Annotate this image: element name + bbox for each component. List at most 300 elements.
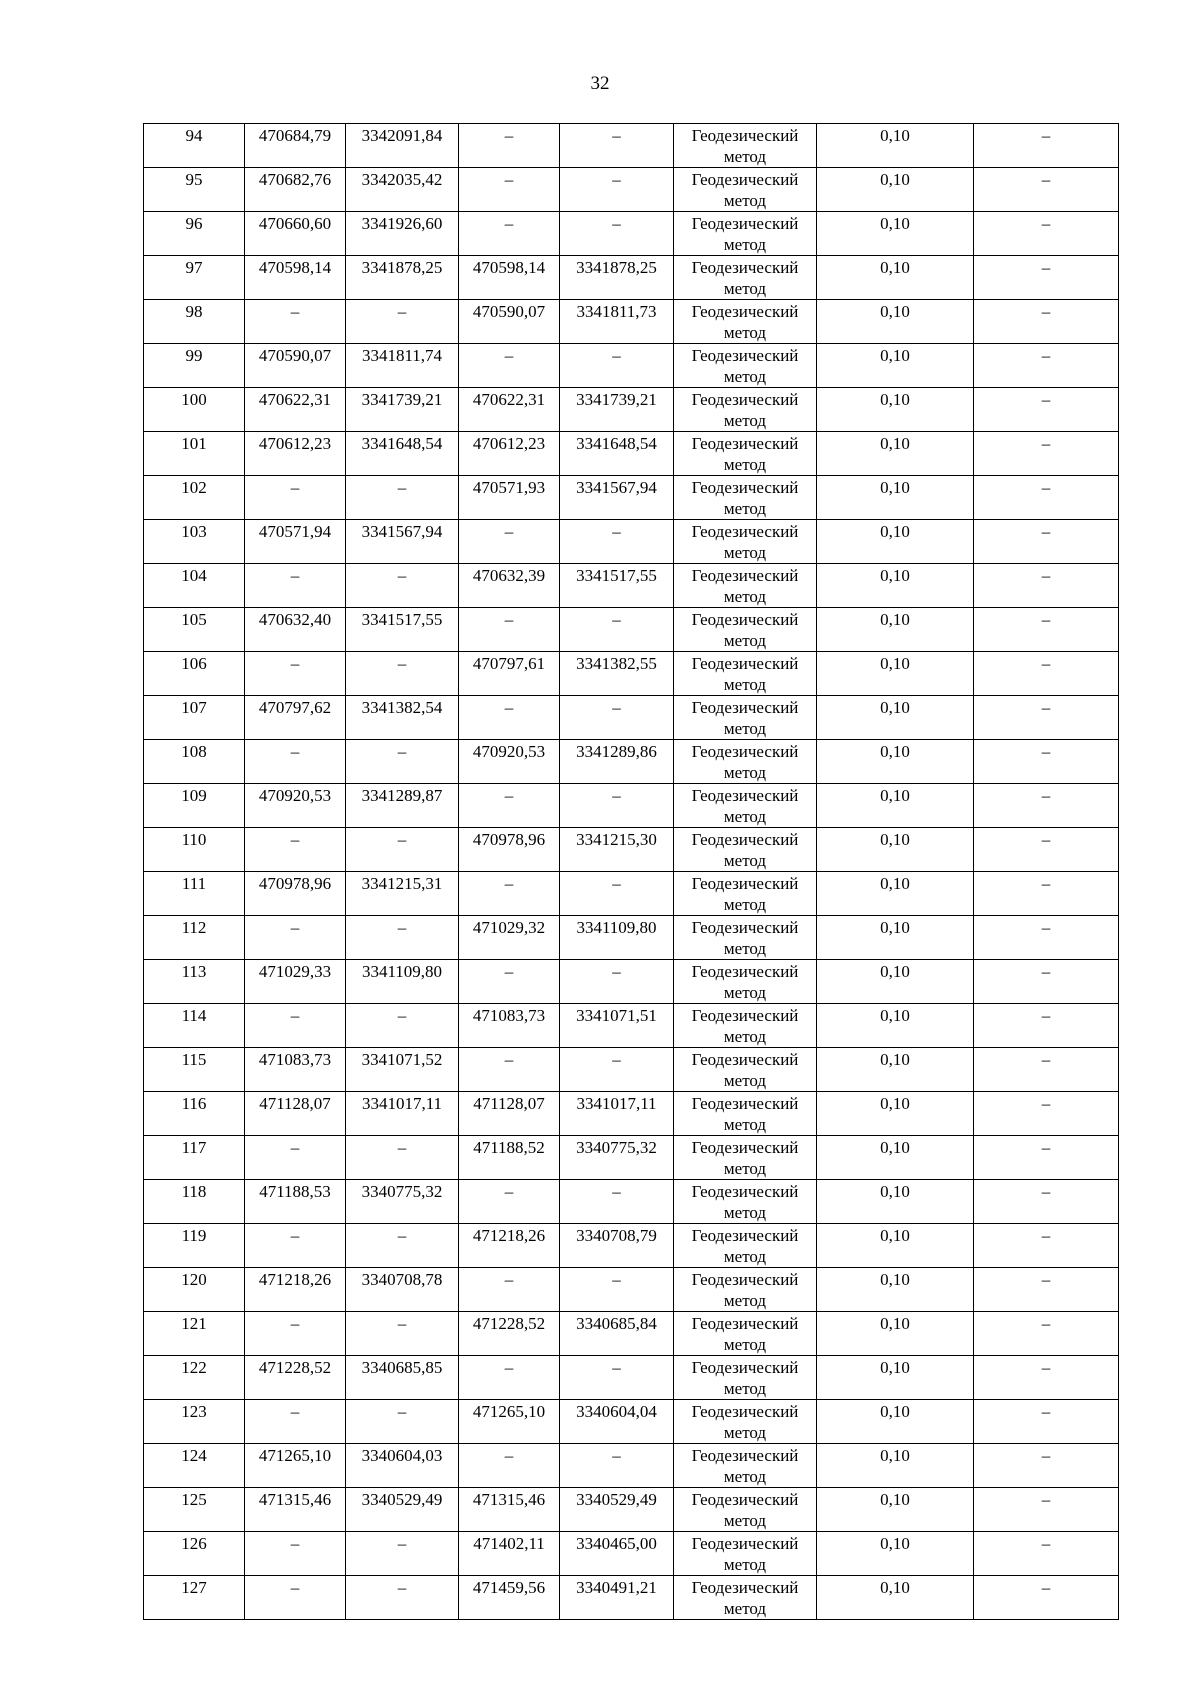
existing-y-value: 3341811,74 [361, 346, 443, 365]
existing-x-value: 471265,10 [258, 1446, 332, 1465]
refined-x-cell [459, 1268, 560, 1312]
point-number-value: 94 [185, 126, 203, 145]
accuracy-cell [817, 696, 974, 740]
point-number-value: 120 [181, 1270, 207, 1289]
point-number-cell [144, 1312, 245, 1356]
note-cell [974, 1576, 1119, 1620]
existing-x-cell [245, 696, 346, 740]
method-cell [674, 1532, 817, 1576]
accuracy-value: 0,10 [880, 1534, 910, 1553]
existing-x-value: 470598,14 [258, 258, 332, 277]
method-line-2: метод [723, 1071, 767, 1090]
accuracy-value: 0,10 [880, 434, 910, 453]
method-line-1: Геодезический [691, 874, 799, 893]
method-line-2: метод [723, 455, 767, 474]
note-cell [974, 300, 1119, 344]
refined-x-cell [459, 168, 560, 212]
refined-x-value: 471265,10 [472, 1402, 546, 1421]
accuracy-value: 0,10 [880, 170, 910, 189]
point-number-value: 119 [181, 1226, 207, 1245]
table-row [144, 388, 1119, 432]
refined-x-value: 470632,39 [472, 566, 546, 585]
accuracy-cell [817, 1576, 974, 1620]
existing-y-cell [346, 432, 459, 476]
existing-x-value: – [290, 654, 300, 673]
accuracy-cell [817, 300, 974, 344]
accuracy-cell [817, 1092, 974, 1136]
existing-x-cell [245, 476, 346, 520]
method-line-2: метод [723, 1511, 767, 1530]
note-value: – [1041, 1402, 1051, 1421]
accuracy-value: 0,10 [880, 874, 910, 893]
refined-x-value: 470978,96 [472, 830, 546, 849]
accuracy-cell [817, 1004, 974, 1048]
method-line-1: Геодезический [691, 390, 799, 409]
point-number-cell [144, 256, 245, 300]
note-cell [974, 608, 1119, 652]
existing-x-value: – [290, 566, 300, 585]
table-row [144, 1400, 1119, 1444]
accuracy-cell [817, 564, 974, 608]
refined-y-cell [560, 696, 674, 740]
method-line-1: Геодезический [691, 1314, 799, 1333]
existing-y-cell [346, 784, 459, 828]
table-row [144, 432, 1119, 476]
note-cell [974, 212, 1119, 256]
accuracy-cell [817, 1224, 974, 1268]
accuracy-value: 0,10 [880, 1006, 910, 1025]
point-number-value: 107 [181, 698, 207, 717]
table-row [144, 1356, 1119, 1400]
existing-y-value: 3340604,03 [361, 1446, 443, 1465]
refined-y-value: 3341567,94 [576, 478, 657, 497]
refined-y-cell [560, 784, 674, 828]
table-row [144, 1268, 1119, 1312]
existing-y-cell [346, 1004, 459, 1048]
method-line-2: метод [723, 1115, 767, 1134]
existing-y-value: – [397, 478, 407, 497]
refined-x-cell [459, 344, 560, 388]
point-number-value: 108 [181, 742, 207, 761]
existing-y-cell [346, 212, 459, 256]
note-cell [974, 124, 1119, 168]
note-value: – [1041, 214, 1051, 233]
table-row [144, 1048, 1119, 1092]
method-line-2: метод [723, 323, 767, 342]
method-line-1: Геодезический [691, 918, 799, 937]
note-value: – [1041, 1138, 1051, 1157]
existing-x-cell [245, 212, 346, 256]
note-value: – [1041, 566, 1051, 585]
existing-x-cell [245, 124, 346, 168]
refined-y-cell [560, 476, 674, 520]
refined-x-cell [459, 1180, 560, 1224]
existing-x-value: – [290, 1226, 300, 1245]
existing-y-value: 3340685,85 [361, 1358, 443, 1377]
accuracy-cell [817, 1532, 974, 1576]
refined-x-value: 471029,32 [472, 918, 546, 937]
note-cell [974, 1488, 1119, 1532]
point-number-cell [144, 124, 245, 168]
refined-y-cell [560, 1224, 674, 1268]
existing-x-value: 470660,60 [258, 214, 332, 233]
method-line-1: Геодезический [691, 434, 799, 453]
accuracy-value: 0,10 [880, 1446, 910, 1465]
method-line-1: Геодезический [691, 1182, 799, 1201]
point-number-value: 123 [181, 1402, 207, 1421]
note-cell [974, 476, 1119, 520]
refined-x-cell [459, 520, 560, 564]
refined-y-value: – [612, 1050, 621, 1069]
method-cell [674, 212, 817, 256]
refined-y-cell [560, 344, 674, 388]
method-line-2: метод [723, 587, 767, 606]
point-number-cell [144, 740, 245, 784]
existing-x-value: – [290, 1578, 300, 1597]
method-cell [674, 1312, 817, 1356]
refined-y-value: 3340465,00 [576, 1534, 657, 1553]
method-line-1: Геодезический [691, 1094, 799, 1113]
existing-y-value: – [397, 1534, 407, 1553]
existing-x-cell [245, 1356, 346, 1400]
existing-y-value: 3342035,42 [361, 170, 443, 189]
note-cell [974, 1532, 1119, 1576]
accuracy-cell [817, 168, 974, 212]
table-row [144, 696, 1119, 740]
existing-x-value: 470590,07 [258, 346, 332, 365]
refined-y-value: – [612, 786, 621, 805]
method-line-1: Геодезический [691, 1402, 799, 1421]
refined-x-cell [459, 1400, 560, 1444]
existing-y-value: 3341109,80 [361, 962, 443, 981]
refined-x-value: – [504, 1050, 514, 1069]
existing-y-cell [346, 1092, 459, 1136]
existing-x-cell [245, 740, 346, 784]
existing-x-value: – [290, 1402, 300, 1421]
method-cell [674, 1004, 817, 1048]
point-number-value: 96 [185, 214, 203, 233]
point-number-cell [144, 1532, 245, 1576]
note-cell [974, 520, 1119, 564]
table-row [144, 1180, 1119, 1224]
refined-x-value: – [504, 698, 514, 717]
refined-y-cell [560, 828, 674, 872]
accuracy-cell [817, 476, 974, 520]
table-row [144, 1092, 1119, 1136]
point-number-cell [144, 1444, 245, 1488]
point-number-cell [144, 1092, 245, 1136]
refined-x-cell [459, 564, 560, 608]
note-cell [974, 1004, 1119, 1048]
refined-y-value: 3341878,25 [576, 258, 657, 277]
refined-y-value: 3341215,30 [576, 830, 657, 849]
refined-x-cell [459, 1356, 560, 1400]
existing-y-cell [346, 1180, 459, 1224]
accuracy-value: 0,10 [880, 1490, 910, 1509]
note-value: – [1041, 1358, 1051, 1377]
existing-x-cell [245, 1576, 346, 1620]
method-line-2: метод [723, 719, 767, 738]
existing-y-cell [346, 256, 459, 300]
existing-x-value: 471029,33 [258, 962, 332, 981]
accuracy-value: 0,10 [880, 962, 910, 981]
point-number-cell [144, 1576, 245, 1620]
refined-y-value: 3341739,21 [576, 390, 657, 409]
existing-y-value: – [397, 830, 407, 849]
method-line-2: метод [723, 807, 767, 826]
existing-y-value: – [397, 1226, 407, 1245]
note-value: – [1041, 918, 1051, 937]
existing-y-cell [346, 564, 459, 608]
existing-x-cell [245, 564, 346, 608]
method-cell [674, 1180, 817, 1224]
refined-x-cell [459, 1532, 560, 1576]
accuracy-value: 0,10 [880, 1226, 910, 1245]
existing-y-cell [346, 916, 459, 960]
point-number-value: 126 [181, 1534, 207, 1553]
point-number-cell [144, 1136, 245, 1180]
refined-x-value: – [504, 214, 514, 233]
existing-x-cell [245, 1312, 346, 1356]
existing-y-cell [346, 1532, 459, 1576]
refined-x-cell [459, 1224, 560, 1268]
note-value: – [1041, 786, 1051, 805]
existing-x-value: 470571,94 [258, 522, 332, 541]
refined-y-value: – [612, 874, 621, 893]
existing-y-cell [346, 1136, 459, 1180]
method-line-2: метод [723, 851, 767, 870]
method-line-1: Геодезический [691, 302, 799, 321]
refined-y-cell [560, 1488, 674, 1532]
accuracy-cell [817, 124, 974, 168]
point-number-value: 102 [181, 478, 207, 497]
note-cell [974, 1180, 1119, 1224]
accuracy-value: 0,10 [880, 1578, 910, 1597]
point-number-value: 121 [181, 1314, 207, 1333]
point-number-cell [144, 300, 245, 344]
refined-y-cell [560, 300, 674, 344]
method-line-2: метод [723, 1423, 767, 1442]
method-cell [674, 784, 817, 828]
existing-y-value: 3341878,25 [361, 258, 443, 277]
refined-x-value: 471402,11 [473, 1534, 545, 1553]
refined-x-value: – [504, 126, 514, 145]
accuracy-value: 0,10 [880, 1270, 910, 1289]
table-row [144, 168, 1119, 212]
existing-y-value: 3340775,32 [361, 1182, 443, 1201]
table-row [144, 828, 1119, 872]
existing-y-value: – [397, 1006, 407, 1025]
existing-x-cell [245, 432, 346, 476]
existing-y-value: – [397, 566, 407, 585]
existing-y-value: 3340529,49 [361, 1490, 443, 1509]
existing-y-value: – [397, 1402, 407, 1421]
note-cell [974, 388, 1119, 432]
accuracy-cell [817, 432, 974, 476]
method-cell [674, 828, 817, 872]
table-row [144, 564, 1119, 608]
method-line-1: Геодезический [691, 346, 799, 365]
accuracy-value: 0,10 [880, 478, 910, 497]
accuracy-cell [817, 212, 974, 256]
refined-x-value: – [504, 610, 514, 629]
existing-y-cell [346, 520, 459, 564]
accuracy-cell [817, 1136, 974, 1180]
table-row [144, 1312, 1119, 1356]
existing-x-cell [245, 1488, 346, 1532]
accuracy-cell [817, 1400, 974, 1444]
point-number-value: 95 [185, 170, 203, 189]
method-cell [674, 300, 817, 344]
note-value: – [1041, 830, 1051, 849]
refined-x-value: – [504, 346, 514, 365]
note-cell [974, 960, 1119, 1004]
note-value: – [1041, 1094, 1051, 1113]
existing-y-cell [346, 388, 459, 432]
method-cell [674, 608, 817, 652]
existing-x-value: 470920,53 [258, 786, 332, 805]
existing-x-value: – [290, 302, 300, 321]
accuracy-value: 0,10 [880, 1094, 910, 1113]
existing-x-value: 471218,26 [258, 1270, 332, 1289]
point-number-cell [144, 1180, 245, 1224]
accuracy-value: 0,10 [880, 1138, 910, 1157]
note-value: – [1041, 522, 1051, 541]
refined-x-cell [459, 1048, 560, 1092]
table-row [144, 872, 1119, 916]
table-row [144, 344, 1119, 388]
note-cell [974, 1092, 1119, 1136]
point-number-value: 106 [181, 654, 207, 673]
existing-y-cell [346, 652, 459, 696]
accuracy-value: 0,10 [880, 1182, 910, 1201]
refined-y-value: 3341811,73 [576, 302, 657, 321]
refined-x-value: – [504, 874, 514, 893]
refined-y-cell [560, 1048, 674, 1092]
existing-y-value: 3341739,21 [361, 390, 443, 409]
note-cell [974, 256, 1119, 300]
refined-x-value: – [504, 1270, 514, 1289]
existing-x-value: 471128,07 [259, 1094, 331, 1113]
point-number-cell [144, 388, 245, 432]
refined-x-cell [459, 828, 560, 872]
note-cell [974, 1224, 1119, 1268]
existing-y-value: – [397, 302, 407, 321]
refined-x-value: – [504, 522, 514, 541]
table-body [144, 124, 1119, 1620]
existing-y-cell [346, 872, 459, 916]
refined-x-value: 470598,14 [472, 258, 546, 277]
note-cell [974, 652, 1119, 696]
table-row [144, 300, 1119, 344]
note-cell [974, 916, 1119, 960]
method-cell [674, 696, 817, 740]
point-number-cell [144, 564, 245, 608]
method-cell [674, 1576, 817, 1620]
refined-x-cell [459, 124, 560, 168]
existing-y-cell [346, 608, 459, 652]
existing-y-value: 3341567,94 [361, 522, 443, 541]
existing-x-cell [245, 344, 346, 388]
refined-y-cell [560, 1356, 674, 1400]
note-value: – [1041, 434, 1051, 453]
refined-y-value: 3340708,79 [576, 1226, 657, 1245]
point-number-cell [144, 960, 245, 1004]
point-number-value: 127 [181, 1578, 207, 1597]
coordinates-table [143, 123, 1119, 1620]
method-cell [674, 520, 817, 564]
point-number-value: 114 [181, 1006, 207, 1025]
existing-x-value: – [290, 918, 300, 937]
existing-y-value: 3341382,54 [361, 698, 443, 717]
note-value: – [1041, 1050, 1051, 1069]
method-line-1: Геодезический [691, 1490, 799, 1509]
accuracy-value: 0,10 [880, 830, 910, 849]
refined-x-value: – [504, 1358, 514, 1377]
refined-x-cell [459, 784, 560, 828]
refined-y-value: – [612, 1446, 621, 1465]
note-value: – [1041, 346, 1051, 365]
existing-x-cell [245, 1400, 346, 1444]
existing-x-cell [245, 1092, 346, 1136]
accuracy-value: 0,10 [880, 698, 910, 717]
refined-x-cell [459, 256, 560, 300]
existing-x-cell [245, 1268, 346, 1312]
existing-y-value: 3341648,54 [361, 434, 443, 453]
accuracy-cell [817, 1268, 974, 1312]
point-number-value: 125 [181, 1490, 207, 1509]
accuracy-value: 0,10 [880, 522, 910, 541]
existing-x-cell [245, 520, 346, 564]
method-cell [674, 916, 817, 960]
existing-y-cell [346, 168, 459, 212]
table-row [144, 256, 1119, 300]
refined-x-value: 470612,23 [472, 434, 546, 453]
accuracy-cell [817, 1180, 974, 1224]
existing-y-value: 3341926,60 [361, 214, 443, 233]
point-number-value: 115 [181, 1050, 207, 1069]
method-line-2: метод [723, 543, 767, 562]
table-row [144, 960, 1119, 1004]
refined-x-value: 470590,07 [472, 302, 546, 321]
refined-y-cell [560, 872, 674, 916]
note-value: – [1041, 126, 1051, 145]
accuracy-cell [817, 960, 974, 1004]
accuracy-value: 0,10 [880, 786, 910, 805]
method-cell [674, 1092, 817, 1136]
method-line-1: Геодезический [691, 522, 799, 541]
point-number-value: 100 [181, 390, 207, 409]
method-cell [674, 740, 817, 784]
point-number-cell [144, 168, 245, 212]
existing-x-value: 471228,52 [258, 1358, 332, 1377]
existing-x-value: – [290, 1534, 300, 1553]
point-number-value: 113 [181, 962, 207, 981]
refined-y-cell [560, 1268, 674, 1312]
note-value: – [1041, 962, 1051, 981]
table-row [144, 520, 1119, 564]
refined-y-cell [560, 212, 674, 256]
method-line-2: метод [723, 367, 767, 386]
refined-y-cell [560, 960, 674, 1004]
refined-x-cell [459, 872, 560, 916]
note-value: – [1041, 1314, 1051, 1333]
point-number-value: 99 [185, 346, 203, 365]
note-cell [974, 1356, 1119, 1400]
note-value: – [1041, 610, 1051, 629]
method-line-2: метод [723, 1291, 767, 1310]
point-number-value: 109 [181, 786, 207, 805]
